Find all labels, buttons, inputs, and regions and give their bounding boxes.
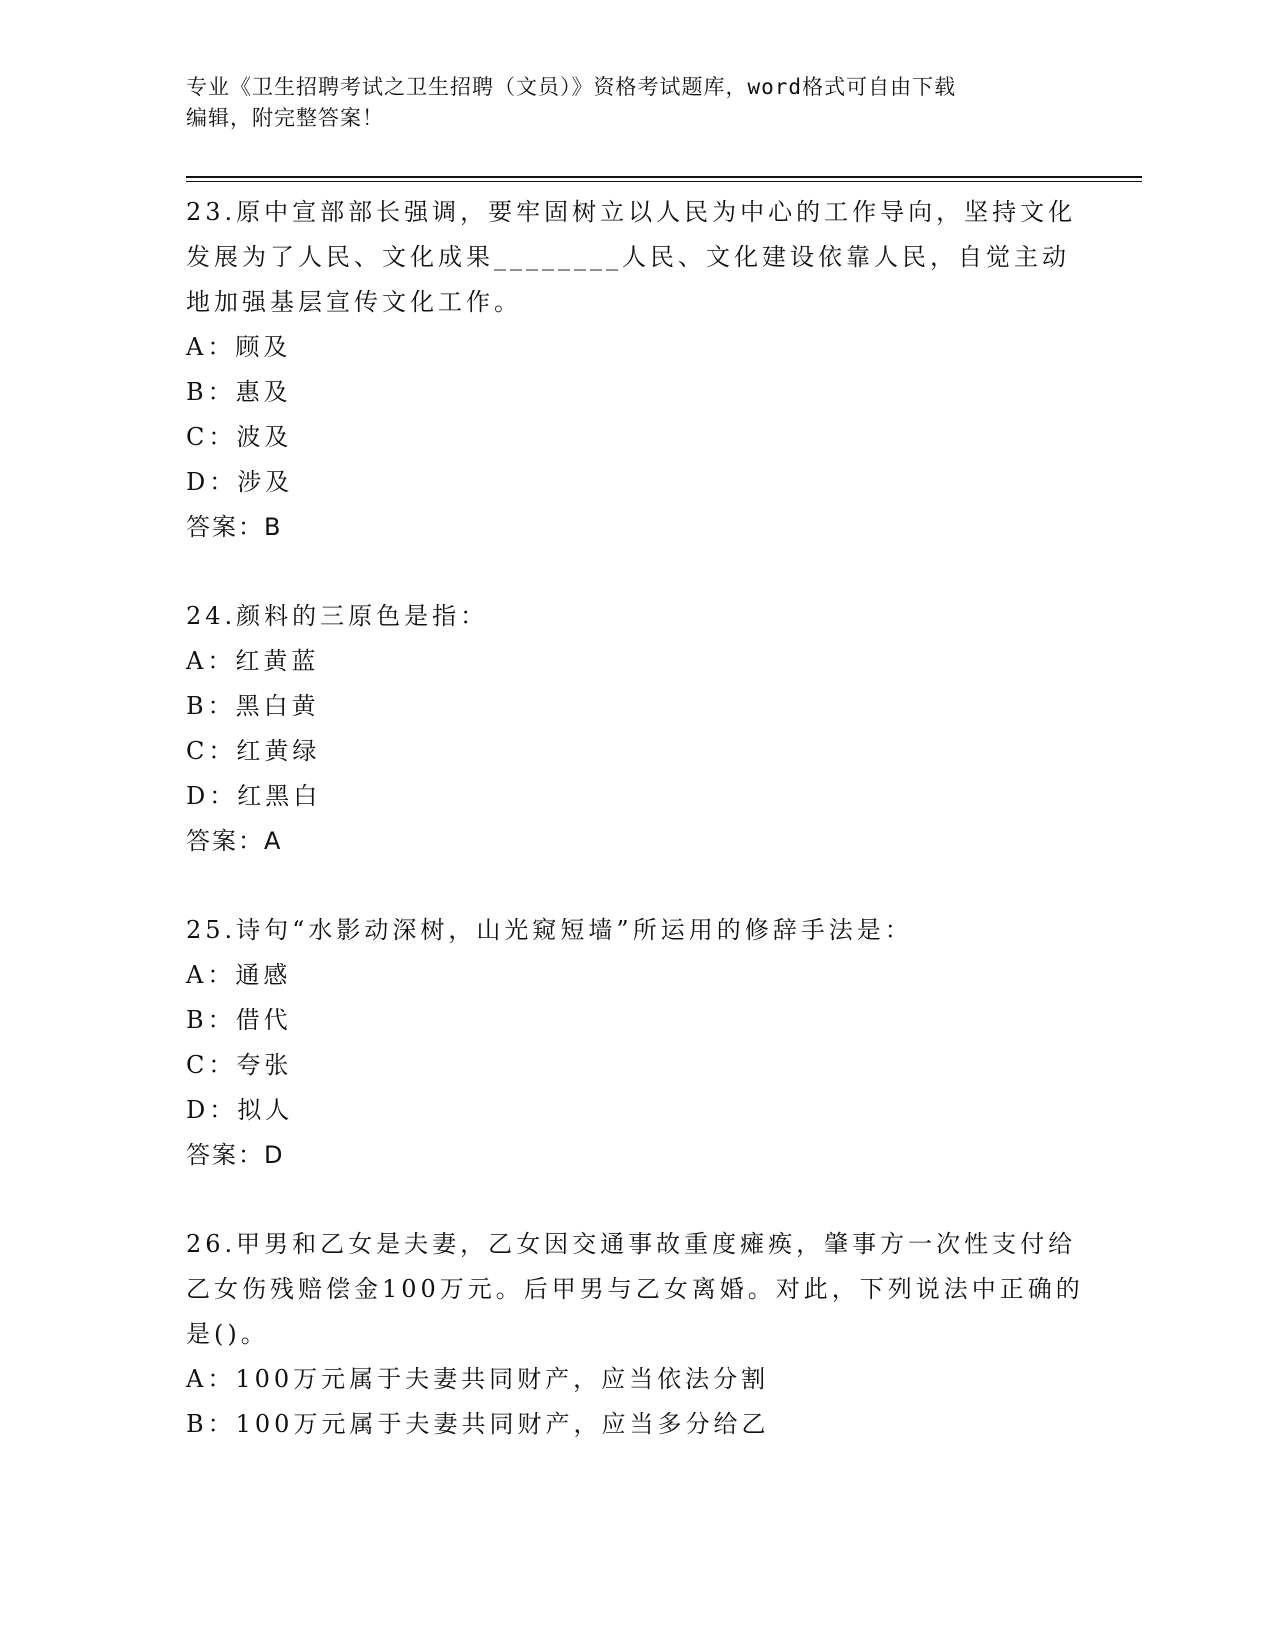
option-d: D：涉及 bbox=[186, 468, 294, 496]
answer: 答案：D bbox=[186, 1141, 285, 1169]
option-a: A：100万元属于夫妻共同财产，应当依法分割 bbox=[186, 1365, 770, 1393]
question-text: 26.甲男和乙女是夫妻，乙女因交通事故重度瘫痪，肇事方一次性支付给乙女伤残赔偿金100万元。后甲男与乙女离婚。对此，下列说法中正确的是()。 bbox=[186, 1230, 1084, 1348]
option-c: C：红黄绿 bbox=[186, 737, 321, 765]
question-24 bbox=[186, 594, 1086, 864]
option-b: B：借代 bbox=[186, 1006, 292, 1034]
option-b: B：黑白黄 bbox=[186, 692, 320, 720]
question-text: 24.颜料的三原色是指： bbox=[186, 602, 489, 630]
answer: 答案：B bbox=[186, 513, 283, 541]
question-text: 23.原中宣部部长强调，要牢固树立以人民为中心的工作导向，坚持文化发展为了人民、文化成果________人民、文化建设依靠人民，自觉主动地加强基层宣传文化工作。 bbox=[186, 198, 1077, 316]
answer: 答案：A bbox=[186, 827, 283, 855]
option-a: A：红黄蓝 bbox=[186, 647, 320, 675]
option-a: A：通感 bbox=[186, 961, 292, 989]
option-c: C：夸张 bbox=[186, 1051, 293, 1079]
question-25 bbox=[186, 908, 1086, 1178]
option-b: B：惠及 bbox=[186, 378, 292, 406]
header-divider-thin bbox=[186, 181, 1142, 182]
option-a: A：顾及 bbox=[186, 333, 292, 361]
document-header bbox=[186, 72, 1086, 134]
option-c: C：波及 bbox=[186, 423, 293, 451]
header-divider bbox=[186, 176, 1142, 178]
question-23 bbox=[186, 190, 1086, 550]
question-list bbox=[186, 190, 1086, 1491]
question-26 bbox=[186, 1222, 1086, 1447]
option-d: D：红黑白 bbox=[186, 782, 322, 810]
option-b: B：100万元属于夫妻共同财产，应当多分给乙 bbox=[186, 1410, 770, 1438]
option-d: D：拟人 bbox=[186, 1096, 294, 1124]
header-line-1: 专业《卫生招聘考试之卫生招聘（文员）》资格考试题库，word格式可自由下载 bbox=[186, 75, 957, 99]
header-line-2: 编辑，附完整答案！ bbox=[186, 106, 384, 130]
question-text: 25.诗句“水影动深树，山光窥短墙”所运用的修辞手法是： bbox=[186, 916, 913, 944]
